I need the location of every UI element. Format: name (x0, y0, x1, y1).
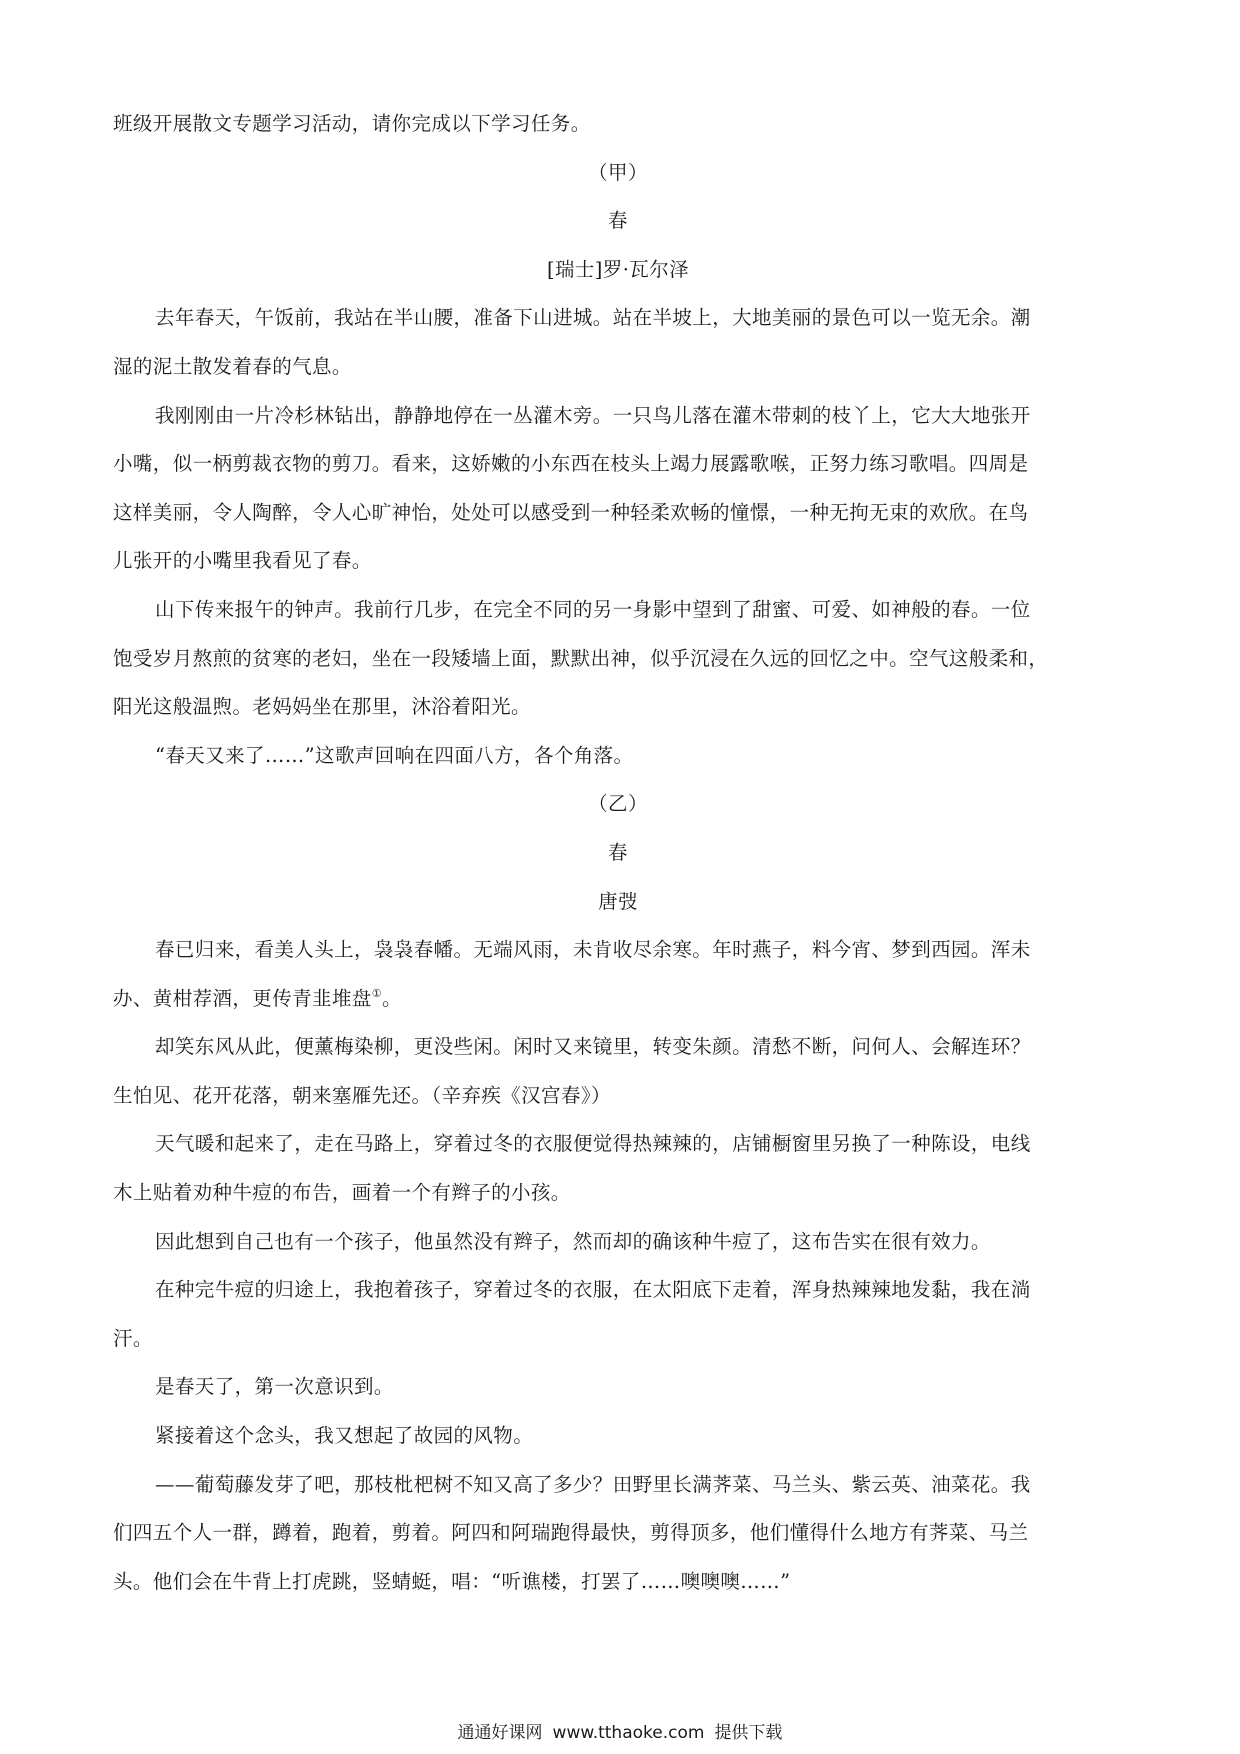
passage-b-line: ——葡萄藤发芽了吧，那枝枇杷树不知又高了多少？田野里长满荠菜、马兰头、紫云英、油菜花。我 (155, 1472, 1031, 1496)
document-body (113, 100, 1123, 1606)
passage-a-author: [瑞士]罗·瓦尔泽 (546, 257, 689, 281)
passage-a-line: 小嘴，似一柄剪裁衣物的剪刀。看来，这娇嫩的小东西在枝头上竭力展露歌喉，正努力练习歌唱。四周是 (113, 452, 1029, 476)
footnote-marker: ① (371, 986, 382, 1000)
passage-b-line: 是春天了，第一次意识到。 (155, 1375, 394, 1399)
passage-a-line: 这样美丽，令人陶醉，令人心旷神怡，处处可以感受到一种轻柔欢畅的憧憬，一种无拘无束的欢欣。在鸟 (113, 500, 1029, 524)
passage-b-label: （乙） (588, 792, 648, 816)
footer-url: www.tthaoke.com (552, 1723, 705, 1743)
passage-b-line: 汗。 (113, 1326, 153, 1350)
passage-a-line: 阳光这般温煦。老妈妈坐在那里，沐浴着阳光。 (113, 695, 531, 719)
passage-a-label: （甲） (588, 160, 648, 184)
passage-b-line: 头。他们会在牛背上打虎跳，竖蜻蜓，唱：“听谯楼，打罢了……噢噢噢……” (113, 1569, 791, 1593)
passage-a-line: 山下传来报午的钟声。我前行几步，在完全不同的另一身影中望到了甜蜜、可爱、如神般的春。一位 (155, 597, 1031, 621)
passage-b-line: 办、黄柑荐酒，更传青韭堆盘①。 (113, 986, 402, 1010)
passage-b-line: 却笑东风从此，便薰梅染柳，更没些闲。闲时又来镜里，转变朱颜。清愁不断，问何人、会解连环？ (155, 1035, 1031, 1059)
passage-a-line: 我刚刚由一片冷杉林钻出，静静地停在一丛灌木旁。一只鸟儿落在灌木带刺的枝丫上，它大大地张开 (155, 403, 1031, 427)
page-footer (0, 1722, 1240, 1744)
passage-b-line: 紧接着这个念头，我又想起了故园的风物。 (155, 1424, 534, 1448)
passage-a-line: 湿的泥土散发着春的气息。 (113, 354, 352, 378)
footer-suffix: 提供下载 (714, 1723, 783, 1743)
passage-b-line: 天气暖和起来了，走在马路上，穿着过冬的衣服便觉得热辣辣的，店铺橱窗里另换了一种陈设，电线 (155, 1132, 1031, 1156)
passage-b-line: 春已归来，看美人头上，袅袅春幡。无端风雨，未肯收尽余寒。年时燕子，料今宵、梦到西园。浑未 (155, 938, 1031, 962)
passage-a-line: “春天又来了……”这歌声回响在四面八方，各个角落。 (155, 743, 634, 767)
passage-b-line: 们四五个人一群，蹲着，跑着，剪着。阿四和阿瑞跑得最快，剪得顶多，他们懂得什么地方有荠菜、马兰 (113, 1521, 1029, 1545)
intro-line: 班级开展散文专题学习活动，请你完成以下学习任务。 (113, 112, 591, 135)
passage-a-title: 春 (608, 209, 628, 233)
passage-a-line: 去年春天，午饭前，我站在半山腰，准备下山进城。站在半坡上，大地美丽的景色可以一览无余。潮 (155, 306, 1031, 330)
passage-a-line: 饱受岁月熬煎的贫寒的老妇，坐在一段矮墙上面，默默出神，似乎沉浸在久远的回忆之中。空气这般柔和， (113, 646, 1049, 670)
passage-b-line: 在种完牛痘的归途上，我抱着孩子，穿着过冬的衣服，在太阳底下走着，浑身热辣辣地发黏，我在淌 (155, 1278, 1031, 1302)
footer-site-name: 通通好课网 (457, 1723, 543, 1743)
passage-b-line: 木上贴着劝种牛痘的布告，画着一个有辫子的小孩。 (113, 1181, 571, 1205)
passage-b-line: 因此想到自己也有一个孩子，他虽然没有辫子，然而却的确该种牛痘了，这布告实在很有效力。 (155, 1229, 991, 1253)
passage-b-line: 生怕见、花开花落，朝来塞雁先还。（辛弃疾《汉宫春》） (113, 1083, 611, 1107)
passage-b-line-text: 办、黄柑荐酒，更传青韭堆盘 (113, 986, 372, 1010)
passage-a-line: 儿张开的小嘴里我看见了春。 (113, 549, 372, 573)
passage-b-title: 春 (608, 840, 628, 864)
passage-b-author: 唐弢 (598, 889, 638, 913)
